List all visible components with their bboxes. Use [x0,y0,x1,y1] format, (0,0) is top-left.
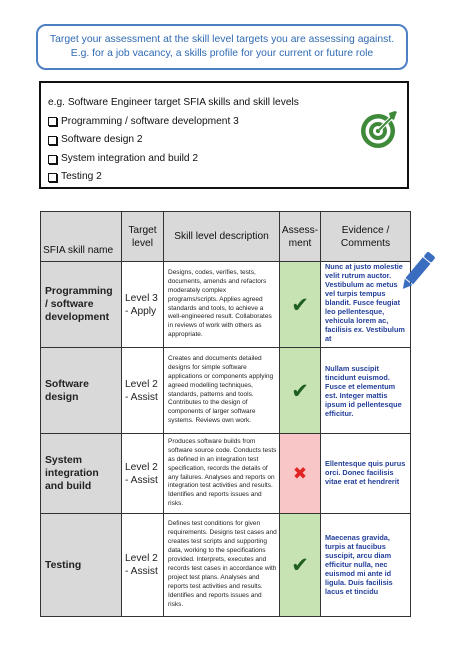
checkbox-icon [48,173,57,182]
evidence-text[interactable]: Nunc at justo molestie velit rutrum auctor. Vestibulum ac metus vel turpis tempus blandit. Fusce feugiat leo pellentesque, vehicula lorem ac, facilisis ex. Vestibulum at [321,262,411,348]
target-level: Level 2 - Assist [122,348,164,434]
target-skills-box [39,81,409,189]
check-icon: ✔ [291,292,309,317]
table-header-row [41,212,411,262]
header-evidence: Evidence / Comments [321,212,411,262]
table-row [41,348,411,434]
target-skill-item [48,131,407,150]
target-skill-label: Programming / software development 3 [61,115,239,127]
guidance-line-1: Target your assessment at the skill level targets you are assessing against. [49,34,395,45]
header-skill-name: SFIA skill name [41,212,122,262]
guidance-banner [36,24,408,70]
check-icon: ✔ [291,553,309,577]
cross-icon: ✖ [292,463,308,484]
target-skill-item [48,168,407,187]
target-level: Level 2 - Assist [122,434,164,514]
bullseye-target-icon [359,110,399,150]
header-skill-description: Skill level description [164,212,280,262]
target-skill-label: Testing 2 [61,171,102,183]
header-target-level: Target level [122,212,164,262]
target-level: Level 3 - Apply [122,262,164,348]
target-skill-label: Software design 2 [61,134,143,146]
evidence-text[interactable]: Ellentesque quis purus orci. Donec facilisis vitae erat et hendrerit [321,434,411,514]
check-icon: ✔ [291,378,309,403]
table-row [41,262,411,348]
guidance-line-2: E.g. for a job vacancy, a skills profile for your current or future role [70,48,374,59]
assessment-cell[interactable] [280,262,321,348]
target-level: Level 2 - Assist [122,514,164,617]
target-skill-item [48,150,407,169]
target-skills-heading: e.g. Software Engineer target SFIA skills and skill levels [48,97,299,108]
assessment-cell[interactable] [280,434,321,514]
skill-description: Produces software builds from software source code. Conducts tests as defined in an integration test specification, records the details of any failures. Analyses and reports on integration test activities and results. Identifies and reports issues and risks. [164,434,280,514]
skill-name: Programming / software development [41,262,122,348]
assessment-cell[interactable] [280,514,321,617]
checkbox-icon [48,155,57,164]
skill-name: System integration and build [41,434,122,514]
skill-name: Testing [41,514,122,617]
assessment-cell[interactable] [280,348,321,434]
table-row [41,434,411,514]
skill-description: Defines test conditions for given requirements. Designs test cases and creates test scripts and supporting data, working to the specifications provided. Interprets, executes and records test cases in accordance with project test plans. Analyses and reports test activities and results. Identifies and reports issues and risks. [164,514,280,617]
sfia-assessment-table [40,211,411,617]
skill-description: Creates and documents detailed designs for simple software applications or components applying agreed modelling techniques, standards, patterns and tools. Contributes to the design of components of larger software systems. Reviews own work. [164,348,280,434]
checkbox-icon [48,117,57,126]
target-skill-label: System integration and build 2 [61,152,199,164]
table-row [41,514,411,617]
evidence-text[interactable]: Nullam suscipit tincidunt euismod. Fusce et elementum est. Integer mattis ipsum id pellentesque efficitur. [321,348,411,434]
pencil-icon [396,247,438,297]
header-assessment: Assess-ment [280,212,321,262]
target-skill-item [48,113,407,132]
evidence-text[interactable]: Maecenas gravida, turpis at faucibus suscipit, arcu diam efficitur nulla, nec euismod mi ante id ligula. Duis facilisis lacus et tincidu [321,514,411,617]
skill-name: Software design [41,348,122,434]
skill-description: Designs, codes, verifies, tests, documents, amends and refactors moderately complex programs/scripts. Applies agreed standards and tools, to achieve a well-engineered result. Collaborates in reviews of work with others as appropriate. [164,262,280,348]
checkbox-icon [48,136,57,145]
